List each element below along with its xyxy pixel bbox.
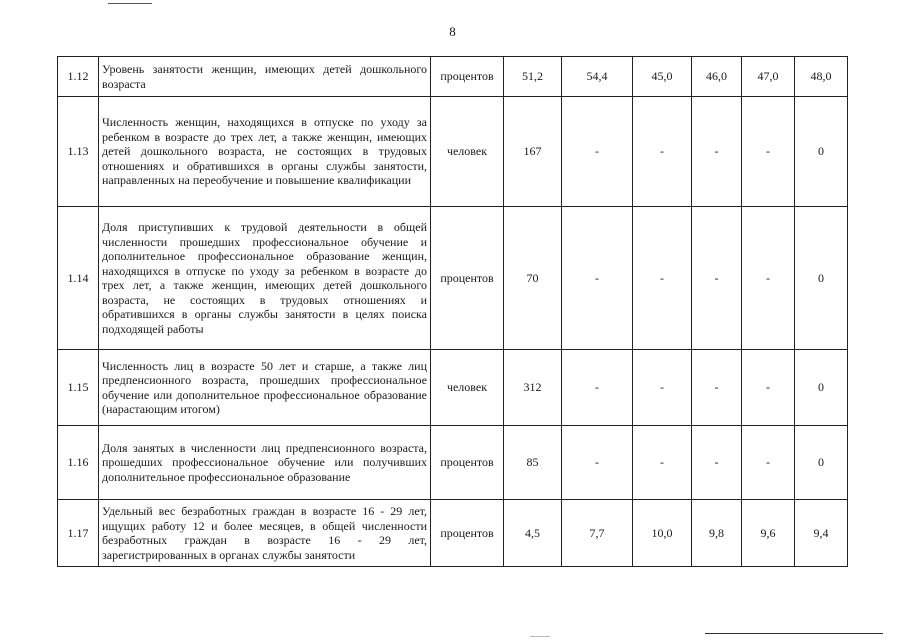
value-cell: - bbox=[692, 207, 742, 350]
bottom-rule bbox=[705, 633, 883, 634]
row-unit: человек bbox=[431, 97, 504, 207]
value-cell: - bbox=[692, 350, 742, 426]
row-unit: процентов bbox=[431, 426, 504, 500]
row-unit: процентов bbox=[431, 57, 504, 97]
value-cell: 54,4 bbox=[562, 57, 633, 97]
value-cell: 85 bbox=[504, 426, 562, 500]
value-cell: - bbox=[633, 350, 692, 426]
row-number: 1.16 bbox=[58, 426, 99, 500]
value-cell: - bbox=[742, 350, 795, 426]
page-number: 8 bbox=[449, 24, 456, 39]
table-row bbox=[58, 97, 848, 207]
row-number: 1.17 bbox=[58, 500, 99, 567]
row-description: Удельный вес безработных граждан в возрасте 16 - 29 лет, ищущих работу 12 и более месяцев, в общей численности безработных граждан в возрасте 16 - 29 лет, зарегистрированных в органах службы занятости bbox=[99, 500, 431, 567]
table-row bbox=[58, 500, 848, 567]
value-cell: 312 bbox=[504, 350, 562, 426]
table-row bbox=[58, 207, 848, 350]
row-number: 1.13 bbox=[58, 97, 99, 207]
value-cell: 9,8 bbox=[692, 500, 742, 567]
value-cell: - bbox=[633, 207, 692, 350]
value-cell: - bbox=[742, 207, 795, 350]
row-description: Уровень занятости женщин, имеющих детей дошкольного возраста bbox=[99, 57, 431, 97]
value-cell: - bbox=[562, 350, 633, 426]
row-number: 1.12 bbox=[58, 57, 99, 97]
value-cell: - bbox=[692, 426, 742, 500]
indicators-table bbox=[57, 56, 848, 567]
row-unit: процентов bbox=[431, 207, 504, 350]
value-cell: - bbox=[692, 97, 742, 207]
value-cell: 0 bbox=[795, 426, 848, 500]
row-unit: человек bbox=[431, 350, 504, 426]
row-description: Численность женщин, находящихся в отпуске по уходу за ребенком в возрасте до трех лет, а также женщин, имеющих детей дошкольного возраста, не состоящих в трудовых отношениях и обратившихся в органы службы занятости, направленных на переобучение и повышение квалификации bbox=[99, 97, 431, 207]
value-cell: 0 bbox=[795, 350, 848, 426]
value-cell: 0 bbox=[795, 207, 848, 350]
value-cell: - bbox=[633, 97, 692, 207]
row-number: 1.14 bbox=[58, 207, 99, 350]
value-cell: 70 bbox=[504, 207, 562, 350]
value-cell: 45,0 bbox=[633, 57, 692, 97]
value-cell: 10,0 bbox=[633, 500, 692, 567]
row-description: Численность лиц в возрасте 50 лет и старше, а также лиц предпенсионного возраста, прошедших профессиональное обучение или дополнительное профессиональное образование (нарастающим итогом) bbox=[99, 350, 431, 426]
value-cell: 9,4 bbox=[795, 500, 848, 567]
value-cell: - bbox=[742, 426, 795, 500]
value-cell: - bbox=[562, 426, 633, 500]
value-cell: - bbox=[633, 426, 692, 500]
row-description: Доля приступивших к трудовой деятельности в общей численности прошедших профессиональное обучение и дополнительное профессиональное образование женщин, находящихся в отпуске по уходу за ребенком в возрасте до трех лет, а также женщин, имеющих детей дошкольного возраста, не состоящих в трудовых отношениях и обратившихся в органы службы занятости в целях поиска подходящей работы bbox=[99, 207, 431, 350]
value-cell: 4,5 bbox=[504, 500, 562, 567]
value-cell: 7,7 bbox=[562, 500, 633, 567]
value-cell: 47,0 bbox=[742, 57, 795, 97]
table-row bbox=[58, 350, 848, 426]
value-cell: 46,0 bbox=[692, 57, 742, 97]
value-cell: 167 bbox=[504, 97, 562, 207]
value-cell: 0 bbox=[795, 97, 848, 207]
value-cell: 48,0 bbox=[795, 57, 848, 97]
top-scan-mark bbox=[108, 0, 152, 4]
table-row bbox=[58, 426, 848, 500]
value-cell: - bbox=[562, 207, 633, 350]
row-unit: процентов bbox=[431, 500, 504, 567]
value-cell: 51,2 bbox=[504, 57, 562, 97]
value-cell: - bbox=[742, 97, 795, 207]
value-cell: 9,6 bbox=[742, 500, 795, 567]
table-row bbox=[58, 57, 848, 97]
value-cell: - bbox=[562, 97, 633, 207]
row-description: Доля занятых в численности лиц предпенсионного возраста, прошедших профессиональное обучение или получивших дополнительное профессиональное образование bbox=[99, 426, 431, 500]
bottom-scan-mark bbox=[530, 636, 550, 637]
row-number: 1.15 bbox=[58, 350, 99, 426]
